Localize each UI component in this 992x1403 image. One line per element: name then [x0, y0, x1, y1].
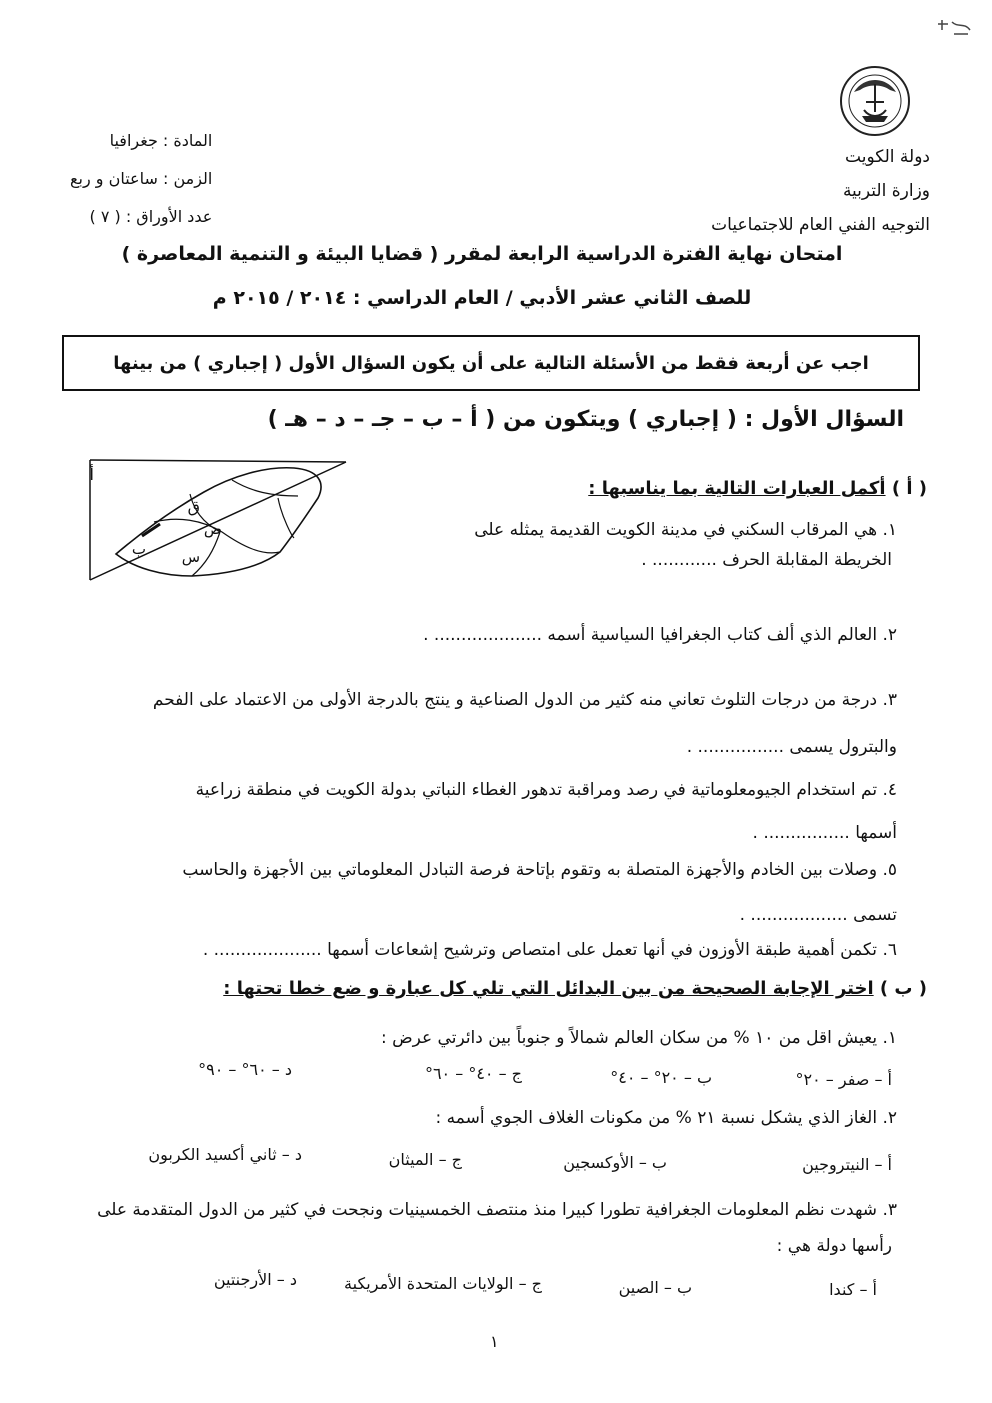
question-one-heading: السؤال الأول : ( إجباري ) ويتكون من ( أ – ب – جـ – د – هـ ) [267, 407, 904, 432]
b3-option-a: أ – كندا [829, 1280, 877, 1299]
part-b-instruction: اختر الإجابة الصحيحة من بين البدائل التي تلي كل عبارة و ضع خطا تحتها : [223, 978, 874, 999]
exam-title: امتحان نهاية الفترة الدراسية الرابعة لمقرر ( قضايا البيئة و التنمية المعاصرة ) [121, 243, 843, 265]
b2-option-d: د – ثاني أكسيد الكربون [148, 1145, 302, 1164]
exam-grade-year: للصف الثاني عشر الأدبي / العام الدراسي : ٢٠١٤ / ٢٠١٥ م [212, 287, 752, 309]
part-b-question-3-line-2: رأسها دولة هي : [776, 1236, 892, 1256]
header-left-block [70, 122, 212, 236]
b3-option-c: ج – الولايات المتحدة الأمريكية [344, 1274, 542, 1293]
part-a-item-6: ٦. تكمن أهمية طبقة الأوزون في أنها تعمل على امتصاص وترشيح إشعاعات أسمها .................... . [202, 940, 897, 960]
b2-option-a: أ – النيتروجين [802, 1155, 892, 1174]
part-a-item-5-line-2: تسمى .................. . [739, 905, 897, 925]
map-letter-sad: ص [203, 520, 222, 538]
part-a-item-1-line-1: ١. هي المرقاب السكني في مدينة الكويت القديمة يمثله على [474, 520, 897, 540]
part-a-item-2: ٢. العالم الذي ألف كتاب الجغرافيا السياسية أسمه .................... . [423, 625, 897, 645]
department-name: التوجيه الفني العام للاجتماعيات [711, 215, 930, 235]
b3-option-d: د – الأرجنتين [213, 1270, 297, 1289]
part-a-heading [588, 478, 927, 499]
kuwait-city-map [82, 458, 348, 584]
part-b-label: ( ب ) [879, 978, 927, 999]
ministry-name: وزارة التربية [842, 181, 930, 201]
part-a-item-4-line-2: أسمها ................ . [752, 823, 897, 843]
kuwait-emblem-icon [836, 62, 914, 140]
part-a-label: ( أ ) [891, 478, 927, 499]
corner-mark-icon [934, 18, 974, 42]
b2-option-b: ب – الأوكسجين [563, 1153, 667, 1172]
map-letter-ba: ب [131, 540, 146, 558]
subject-label: المادة : جغرافيا [109, 131, 213, 150]
part-a-instruction: أكمل العبارات التالية بما يناسبها : [588, 478, 886, 499]
instructions-text: اجب عن أربعة فقط من الأسئلة التالية على أن يكون السؤال الأول ( إجباري ) من بينها [113, 352, 869, 374]
map-letter-qaf: ق [187, 497, 200, 516]
b2-option-c: ج – الميثان [388, 1150, 462, 1169]
part-a-item-1-line-2: الخريطة المقابلة الحرف ............ . [641, 550, 892, 570]
part-a-item-3-line-2: والبترول يسمى ................ . [686, 737, 897, 757]
b3-option-b: ب – الصين [618, 1278, 692, 1297]
part-b-heading [223, 978, 927, 999]
part-a-item-5-line-1: ٥. وصلات بين الخادم والأجهزة المتصلة به وتقوم بإتاحة فرصة التبادل المعلوماتي بين الأجهزة والحاسب [182, 860, 897, 880]
map-corner-letter: أ [89, 465, 94, 484]
map-letter-seen: س [181, 548, 200, 566]
b1-option-c: ج – ٤٠° – ٦٠° [424, 1064, 522, 1083]
part-b-question-2: ٢. الغاز الذي يشكل نسبة ٢١ % من مكونات الغلاف الجوي أسمه : [435, 1108, 897, 1128]
part-b-question-1: ١. يعيش اقل من ١٠ % من سكان العالم شمالاً و جنوباً بين دائرتي عرض : [380, 1028, 897, 1048]
b1-option-a: أ – صفر – ٢٠° [795, 1070, 892, 1089]
b1-option-d: د – ٦٠° – ٩٠° [198, 1060, 292, 1079]
part-b-question-3-line-1: ٣. شهدت نظم المعلومات الجغرافية تطورا كبيرا منذ منتصف الخمسينيات ونجحت في كثير من الدول المتقدمة على [97, 1200, 897, 1220]
b1-option-b: ب – ٢٠° – ٤٠° [610, 1068, 712, 1087]
instructions-box [62, 335, 920, 391]
part-a-item-4-line-1: ٤. تم استخدام الجيومعلوماتية في رصد ومراقبة تدهور الغطاء النباتي بدولة الكويت في منطقة زراعية [195, 780, 897, 800]
time-label: الزمن : ساعتان و ربع [70, 169, 213, 188]
page-number: ١ [490, 1332, 499, 1351]
part-a-item-3-line-1: ٣. درجة من درجات التلوث تعاني منه كثير من الدول الصناعية و ينتج بالدرجة الأولى من الاعتماد على الفحم [152, 690, 897, 710]
country-name: دولة الكويت [845, 147, 930, 167]
header-right-block [711, 140, 930, 242]
pages-count-label: عدد الأوراق : ( ٧ ) [89, 207, 213, 226]
